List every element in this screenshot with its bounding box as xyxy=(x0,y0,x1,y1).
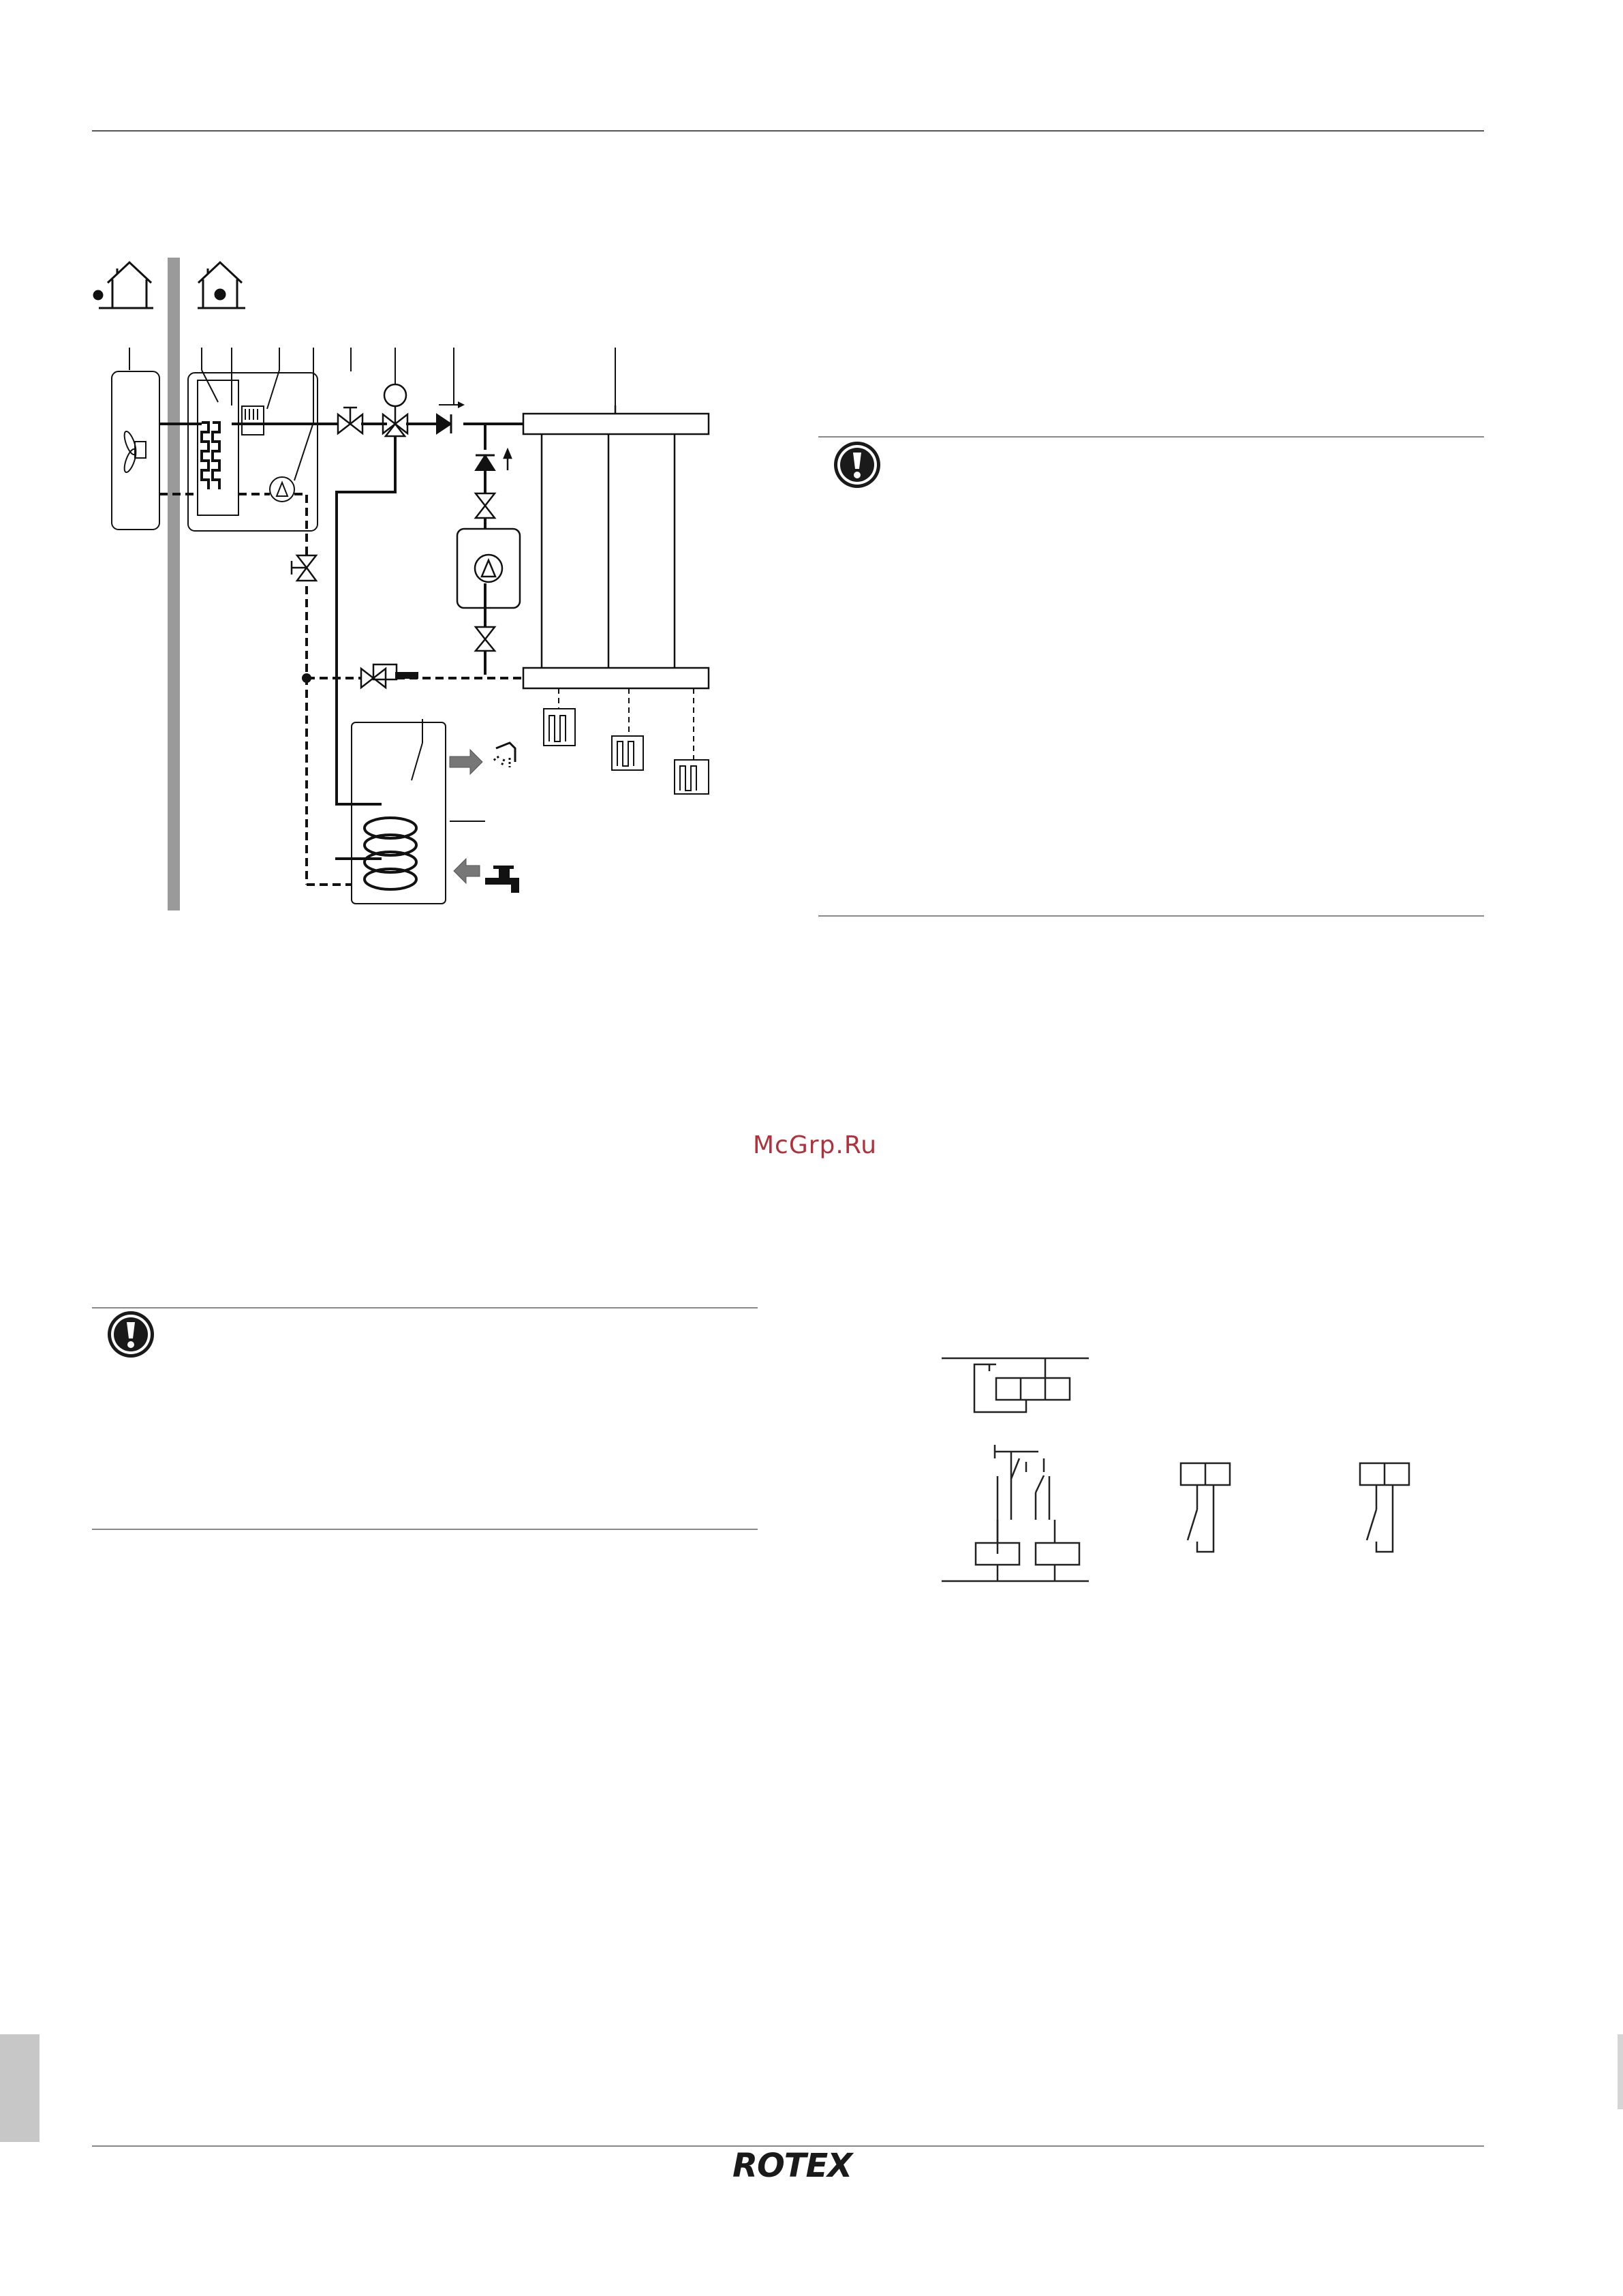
terminal-block xyxy=(996,1378,1070,1400)
contact-terminal-1 xyxy=(1181,1463,1230,1552)
contact-terminal-2 xyxy=(1360,1463,1409,1552)
relay-right xyxy=(1036,1543,1079,1565)
chapter-side-tab xyxy=(0,2034,40,2142)
watermark-text: McGrp.Ru xyxy=(752,1131,878,1159)
page-edge-tab xyxy=(1618,2034,1623,2109)
rotex-logo: ROTEX xyxy=(732,2147,852,2185)
